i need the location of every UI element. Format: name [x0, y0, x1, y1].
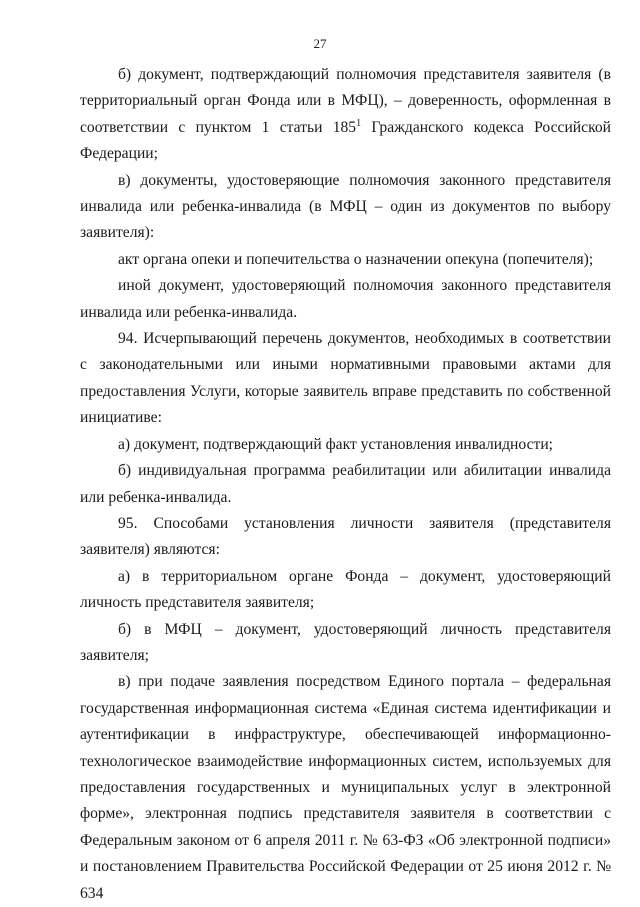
text-line: 95. Способами установления личности заявителя (представителя заявителя)	[80, 514, 611, 559]
text-line: в) документы, удостоверяющие полномочия законного представителя	[118, 171, 611, 189]
text-line: форме», электронная подпись представителя заявителя в соответствии с	[80, 805, 611, 823]
paragraph-95-a	[80, 564, 611, 617]
text-line: в) при подаче заявления посредством Единого портала – федеральная	[118, 673, 611, 691]
text-line: для предоставления государственных и муниципальных услуг в электронной	[80, 752, 611, 796]
text-line: представителя заявителя;	[145, 594, 315, 612]
paragraph-legal-representative-documents	[80, 168, 611, 247]
text-line: по собственной инициативе:	[80, 382, 611, 427]
text-line: ребенка-инвалида.	[108, 488, 232, 506]
text-line: с законодательными или иными нормативными правовыми актами	[80, 356, 576, 374]
text-line: Федерации;	[80, 145, 158, 163]
paragraph-94-b	[80, 458, 611, 511]
text-line: инвалида или ребенка-инвалида (в МФЦ – один из документов по выбору	[80, 198, 611, 216]
text-line: технологическое взаимодействие информационных систем, используемых	[80, 752, 583, 770]
text-line: инвалида или ребенка-инвалида.	[80, 303, 298, 321]
paragraph-guardianship-act	[80, 247, 611, 273]
paragraph-95	[80, 511, 611, 564]
text-line: являются:	[153, 541, 220, 559]
text-line: (в территориальный орган Фонда или в МФЦ), – доверенность, оформленная в	[80, 66, 611, 110]
footnote-mark: 1	[356, 117, 362, 129]
page-number: 27	[313, 36, 327, 51]
paragraph-other-document	[80, 273, 611, 326]
text-line: Федеральным законом от 6 апреля 2011 г. № 63-ФЗ «Об электронной подписи» и	[80, 831, 611, 876]
text-line: акт органа опеки и попечительства о назначении опекуна (попечителя);	[118, 250, 594, 268]
text-line: б) индивидуальная программа реабилитации или абилитации инвалида или	[80, 462, 611, 506]
document-body	[80, 62, 611, 907]
text-line: б) в МФЦ – документ, удостоверяющий личность представителя заявителя;	[80, 620, 611, 664]
text-line: Гражданского кодекса Российской	[361, 118, 611, 136]
text-line: б) документ, подтверждающий полномочия представителя заявителя	[118, 66, 592, 83]
text-line: постановлением Правительства Российской Федерации от 25 июня 2012 г. № 634	[80, 858, 611, 902]
text-line: государственная информационная система «Единая система идентификации и	[80, 699, 611, 717]
paragraph-94	[80, 326, 611, 432]
text-line: для предоставления Услуги, которые заявитель вправе представить	[80, 356, 611, 400]
paragraph-95-v	[80, 669, 611, 907]
text-line: аутентификации в инфраструктуре, обеспечивающей информационно-	[80, 726, 611, 744]
text-line: иной документ, удостоверяющий полномочия законного представителя	[118, 277, 611, 295]
text-line: заявителя):	[80, 224, 155, 242]
paragraph-95-b	[80, 617, 611, 670]
text-line: 94. Исчерпывающий перечень документов, необходимых в соответствии	[118, 330, 611, 348]
text-line: а) документ, подтверждающий факт установления инвалидности;	[118, 435, 553, 453]
paragraph-representative-document	[80, 62, 611, 168]
text-line: а) в территориальном органе Фонда – документ, удостоверяющий личность	[80, 567, 611, 612]
paragraph-94-a	[80, 432, 611, 458]
text-line: соответствии с пунктом 1 статьи 185	[80, 118, 357, 136]
